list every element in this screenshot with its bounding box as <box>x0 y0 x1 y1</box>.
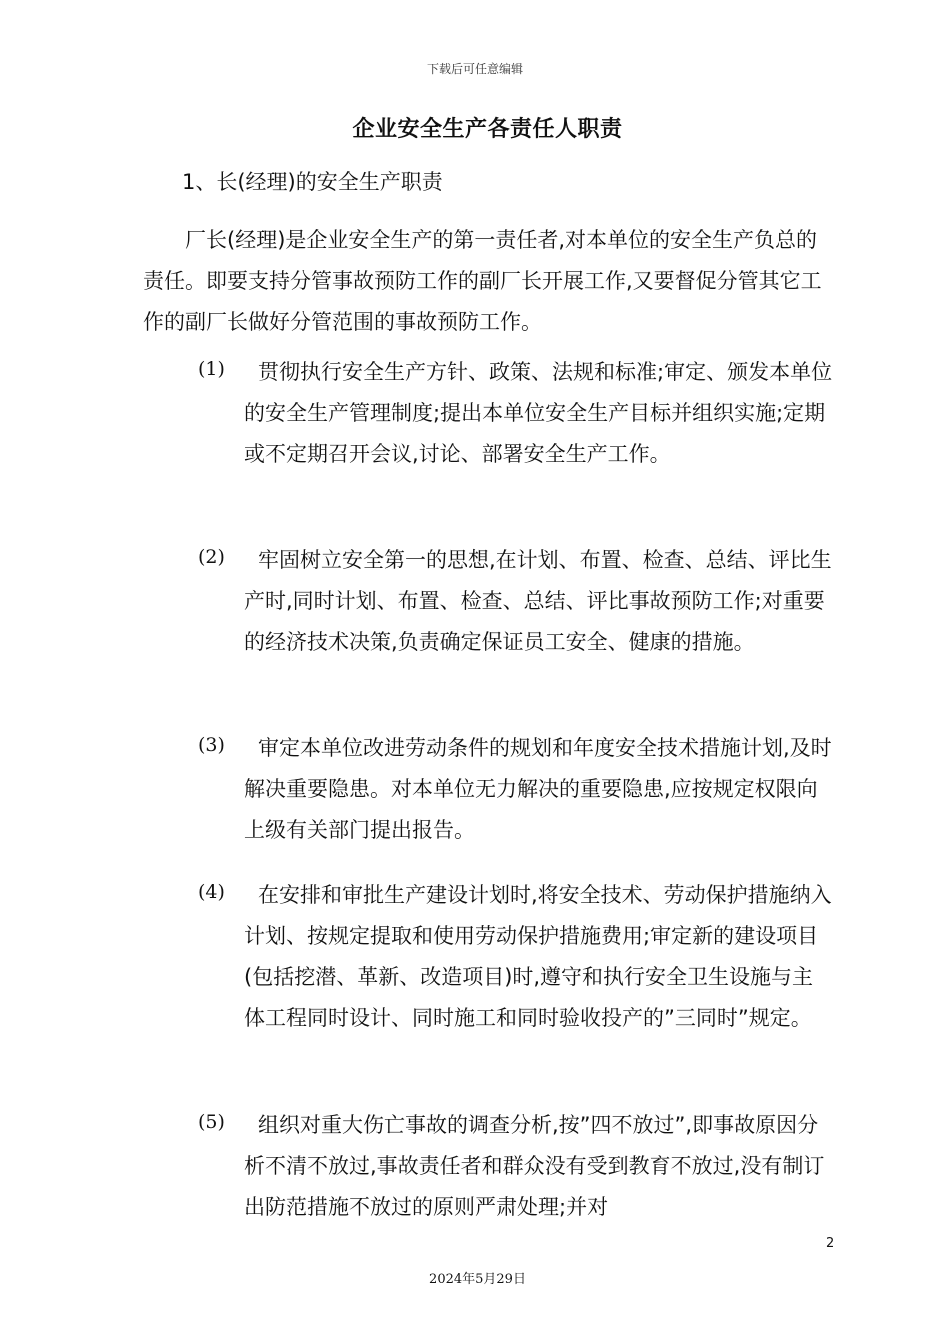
item-text: 贯彻执行安全生产方针、政策、法规和标准;审定、颁发本单位的安全生产管理制度;提出本单位安全生产目标并组织实施;定期或不定期召开会议,讨论、部署安全生产工作。 <box>244 360 833 466</box>
item-number: (2) <box>198 546 225 568</box>
item-number: (3) <box>198 734 225 756</box>
document-title: 企业安全生产各责任人职责 <box>352 117 623 142</box>
header-note: 下载后可任意编辑 <box>426 62 523 76</box>
item-text: 审定本单位改进劳动条件的规划和年度安全技术措施计划,及时解决重要隐患。对本单位无力解决的重要隐患,应按规定权限向上级有关部门提出报告。 <box>244 736 832 842</box>
item-text: 组织对重大伤亡事故的调查分析,按”四不放过”,即事故原因分析不清不放过,事故责任者和群众没有受到教育不放过,没有制订出防范措施不放过的原则严肃处理;并对 <box>244 1113 825 1219</box>
item-text: 在安排和审批生产建设计划时,将安全技术、劳动保护措施纳入计划、按规定提取和使用劳动保护措施费用;审定新的建设项目(包括挖潜、革新、改造项目)时,遵守和执行安全卫生设施与主体工程同时设计、同时施工和同时验收投产的”三同时”规定。 <box>244 883 832 1030</box>
intro-paragraph: 厂长(经理)是企业安全生产的第一责任者,对本单位的安全生产负总的责任。即要支持分管事故预防工作的副厂长开展工作,又要督促分管其它工作的副厂长做好分管范围的事故预防工作。 <box>143 228 822 334</box>
item-number: (5) <box>198 1111 225 1133</box>
section-heading: 1、长(经理)的安全生产职责 <box>182 170 443 194</box>
item-number: (1) <box>198 358 225 380</box>
page-number: 2 <box>826 1236 835 1251</box>
item-number: (4) <box>198 881 225 903</box>
footer-date: 2024年5月29日 <box>429 1272 526 1287</box>
item-text: 牢固树立安全第一的思想,在计划、布置、检查、总结、评比生产时,同时计划、布置、检查、总结、评比事故预防工作;对重要的经济技术决策,负责确定保证员工安全、健康的措施。 <box>244 548 832 654</box>
